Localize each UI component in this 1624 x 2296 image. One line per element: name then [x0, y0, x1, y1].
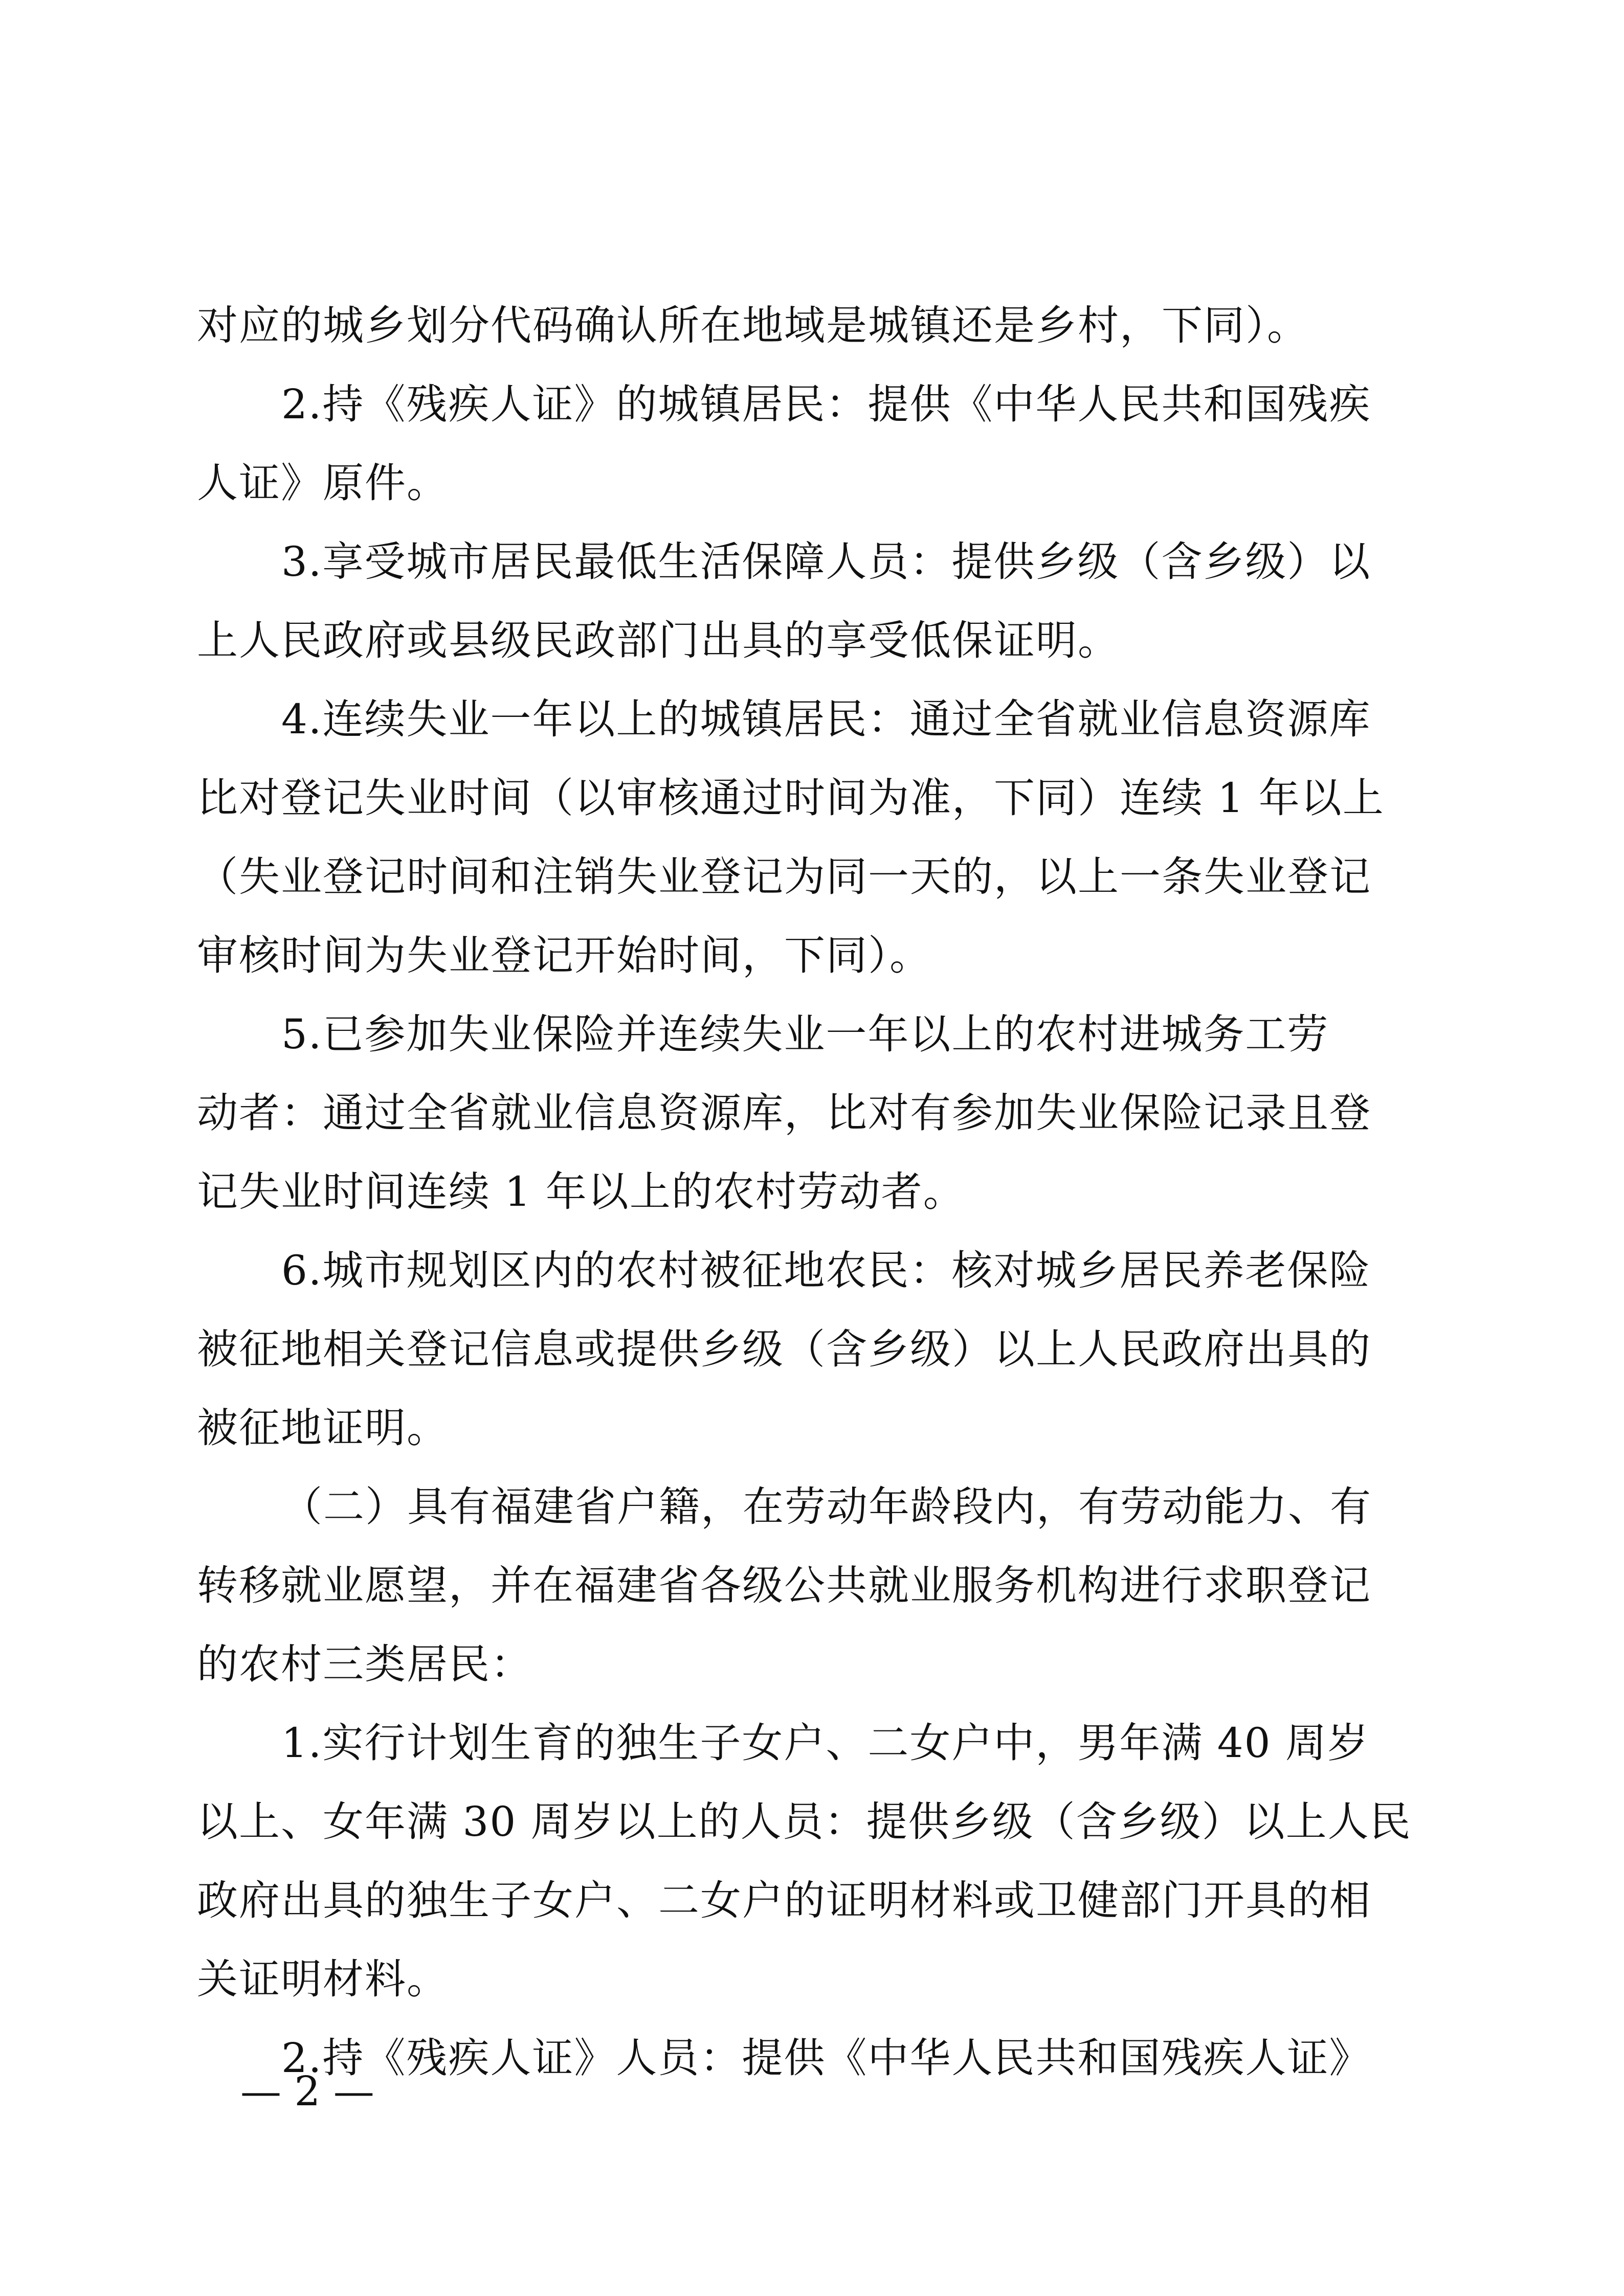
text-line-13: 6.城市规划区内的农村被征地农民：核对城乡居民养老保险 [281, 1247, 1371, 1294]
text-line-18: 的农村三类居民： [197, 1640, 532, 1688]
text-line-9: 审核时间为失业登记开始时间，下同）。 [197, 932, 931, 979]
text-line-10: 5.已参加失业保险并连续失业一年以上的农村进城务工劳 [281, 1010, 1329, 1058]
text-line-5: 上人民政府或县级民政部门出具的享受低保证明。 [197, 617, 1120, 664]
text-line-23: 2.持《残疾人证》人员：提供《中华人民共和国残疾人证》 [281, 2034, 1371, 2082]
text-line-3: 人证》原件。 [197, 459, 449, 507]
text-line-21: 政府出具的独生子女户、二女户的证明材料或卫健部门开具的相 [197, 1877, 1371, 1924]
text-line-6: 4.连续失业一年以上的城镇居民：通过全省就业信息资源库 [281, 695, 1371, 743]
text-line-11: 动者：通过全省就业信息资源库，比对有参加失业保险记录且登 [197, 1089, 1371, 1137]
text-line-7: 比对登记失业时间（以审核通过时间为准，下同）连续 1 年以上 [197, 774, 1385, 822]
text-line-15: 被征地证明。 [197, 1404, 449, 1452]
text-line-2: 2.持《残疾人证》的城镇居民：提供《中华人民共和国残疾 [281, 380, 1371, 428]
body-text [197, 286, 1425, 2098]
text-line-19: 1.实行计划生育的独生子女户、二女户中，男年满 40 周岁 [281, 1719, 1369, 1767]
text-line-17: 转移就业愿望，并在福建省各级公共就业服务机构进行求职登记 [197, 1562, 1371, 1609]
page-number: — 2 — [240, 2067, 374, 2115]
text-line-22: 关证明材料。 [197, 1955, 449, 2003]
text-line-4: 3.享受城市居民最低生活保障人员：提供乡级（含乡级）以 [281, 538, 1371, 586]
text-line-12: 记失业时间连续 1 年以上的农村劳动者。 [197, 1168, 965, 1215]
text-line-14: 被征地相关登记信息或提供乡级（含乡级）以上人民政府出具的 [197, 1325, 1371, 1373]
text-line-8: （失业登记时间和注销失业登记为同一天的，以上一条失业登记 [197, 853, 1371, 901]
text-line-1: 对应的城乡划分代码确认所在地域是城镇还是乡村，下同）。 [197, 302, 1309, 349]
text-line-16: （二）具有福建省户籍，在劳动年龄段内，有劳动能力、有 [281, 1483, 1372, 1530]
text-line-20: 以上、女年满 30 周岁以上的人员：提供乡级（含乡级）以上人民 [197, 1798, 1412, 1845]
